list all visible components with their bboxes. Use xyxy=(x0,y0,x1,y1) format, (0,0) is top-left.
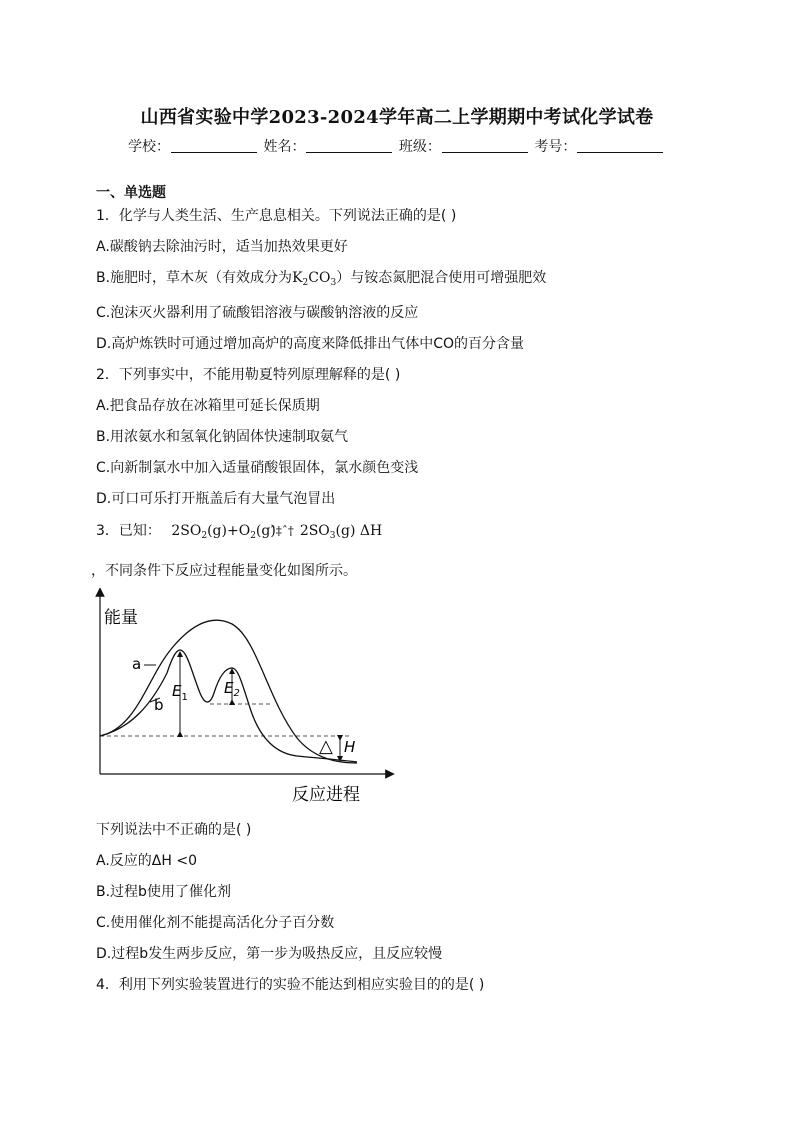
q2-option-c: C.向新制氯水中加入适量硝酸银固体，氯水颜色变浅 xyxy=(96,460,419,476)
q3-question: 下列说法中不正确的是( ) xyxy=(96,822,252,838)
dh-triangle: △ xyxy=(319,736,333,757)
q3-stem: 3．已知： $2SO_2(g)+O_2(g)̂\ddagger ˆ\dagger$ $2SO_3(g)$ ΔH xyxy=(96,523,383,541)
q3-option-b: B.过程b使用了催化剂 xyxy=(96,884,231,900)
q3-equation: $2SO_2(g)+O_2(g)̂\ddagger ˆ\dagger$ $2SO_3(g)$ ΔH xyxy=(171,523,383,541)
q2-option-b: B.用浓氨水和氢氧化钠固体快速制取氨气 xyxy=(96,429,349,445)
equilibrium-arrow: ̂‡ˆ† xyxy=(275,524,294,538)
q3-stem-continued: ，不同条件下反应过程能量变化如图所示。 xyxy=(91,563,357,579)
y-axis-label: 能量 xyxy=(104,608,138,628)
q1-option-b-text-pre: B.施肥时，草木灰（有效成分为 xyxy=(96,270,293,286)
q4-stem: 4．利用下列实验装置进行的实验不能达到相应实验目的的是( ) xyxy=(96,977,485,993)
name-label: 姓名： xyxy=(263,139,306,155)
name-blank[interactable] xyxy=(306,140,392,153)
q1-option-d: D.高炉炼铁时可通过增加高炉的高度来降低排出气体中CO的百分含量 xyxy=(96,336,525,352)
section-title: 一、单选题 xyxy=(96,185,166,201)
q3-option-c: C.使用催化剂不能提高活化分子百分数 xyxy=(96,915,335,931)
q2-option-a: A.把食品存放在冰箱里可延长保质期 xyxy=(96,398,320,414)
q1-option-b-text-post: ）与铵态氮肥混合使用可增强肥效 xyxy=(336,270,547,286)
class-blank[interactable] xyxy=(442,140,528,153)
x-axis-label: 反应进程 xyxy=(292,785,360,805)
q3-option-d: D.过程b发生两步反应，第一步为吸热反应，且反应较慢 xyxy=(96,946,443,962)
e1-label: $E_1$ xyxy=(172,682,188,703)
q1-option-a: A.碳酸钠去除油污时，适当加热效果更好 xyxy=(96,239,348,255)
school-blank[interactable] xyxy=(171,140,257,153)
exam-number-blank[interactable] xyxy=(577,140,663,153)
class-label: 班级： xyxy=(398,139,441,155)
q3-option-a: A.反应的ΔH <0 xyxy=(96,853,197,869)
student-info-row xyxy=(128,136,665,156)
energy-diagram xyxy=(92,588,402,808)
exam-title: 山西省实验中学2023-2024学年高二上学期期中考试化学试卷 xyxy=(140,107,654,128)
curve-a-label: a xyxy=(132,655,142,673)
q1-option-c: C.泡沫灭火器利用了硫酸铝溶液与碳酸钠溶液的反应 xyxy=(96,305,419,321)
q1-formula-k2co3: $K_2CO_3$ xyxy=(292,270,337,288)
dh-label: H xyxy=(344,738,356,756)
e2-label: $E_2$ xyxy=(224,679,240,699)
exam-number-label: 考号： xyxy=(534,139,577,155)
q1-option-b xyxy=(96,267,546,288)
school-label: 学校： xyxy=(128,139,170,155)
q2-stem: 2．下列事实中，不能用勒夏特列原理解释的是( ) xyxy=(96,367,401,383)
q2-option-d: D.可口可乐打开瓶盖后有大量气泡冒出 xyxy=(96,491,336,507)
curve-b-label: b xyxy=(154,696,164,714)
q1-stem: 1．化学与人类生活、生产息息相关。下列说法正确的是( ) xyxy=(96,208,457,224)
